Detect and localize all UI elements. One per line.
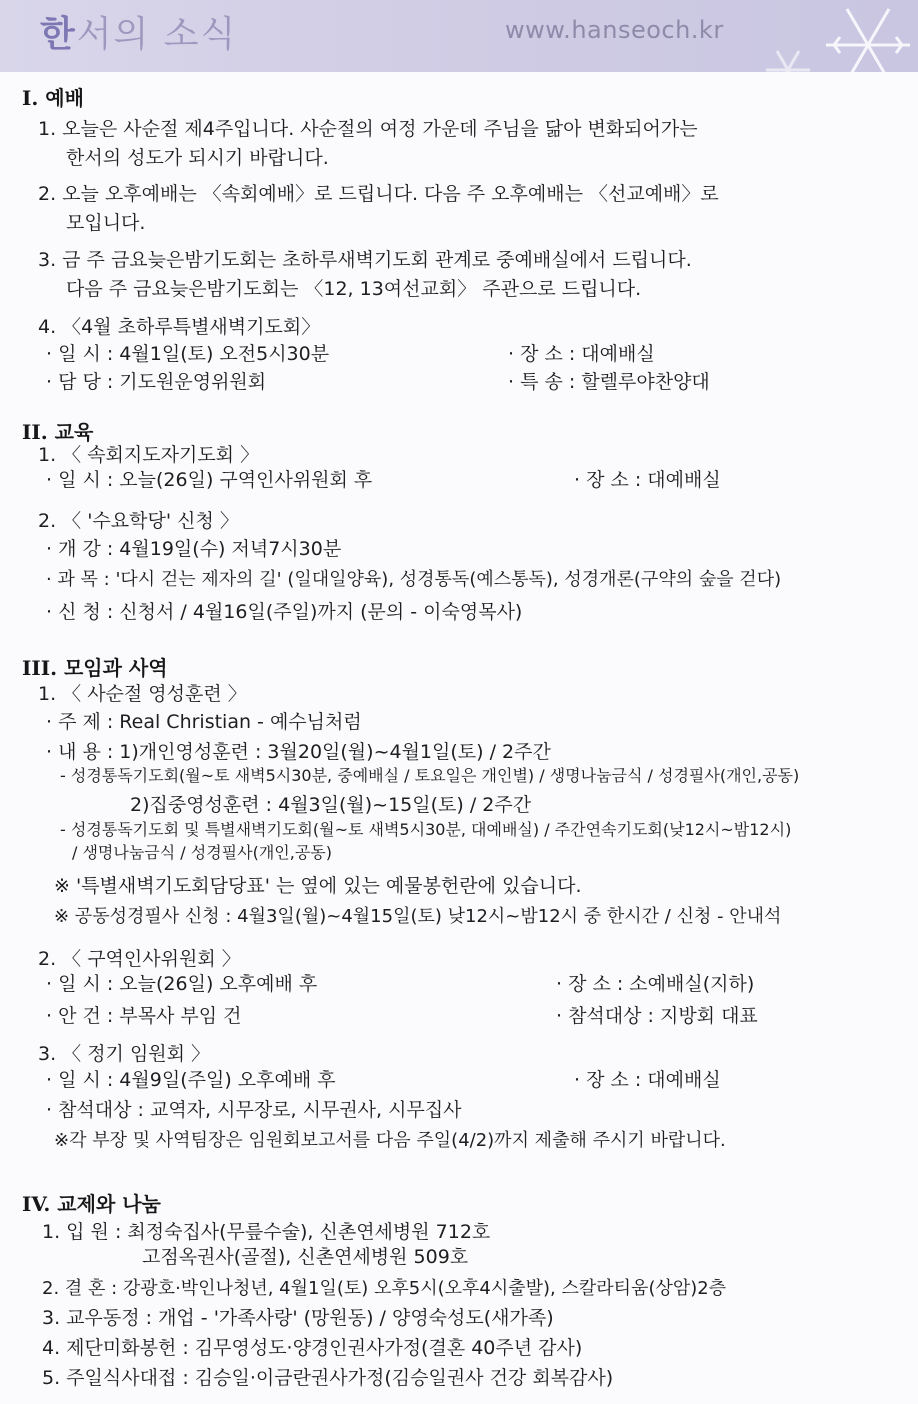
fellowship-sunday-meal: 5. 주일식사대접 : 김승일·이금란권사가정(김승일권사 건강 회복감사) — [42, 1367, 614, 1389]
wednesday-school-subjects: · 과 목 : '다시 걷는 제자의 길' (일대일양육), 성경통독(예스통독), 성경개론(구약의 숲을 걷다) — [46, 569, 782, 590]
section-fellowship-title: IV. 교제와 나눔 — [22, 1192, 161, 1216]
meetings-item-1-title: 1. 〈 사순절 영성훈련 〉 — [38, 683, 247, 705]
education-item-1-title: 1. 〈 속회지도자기도회 〉 — [38, 444, 260, 466]
fellowship-news: 3. 교우동정 : 개업 - '가족사랑' (망원동) / 양영숙성도(새가족) — [42, 1307, 554, 1329]
education-item-2-title: 2. 〈 '수요학당' 신청 〉 — [38, 510, 239, 532]
church-url[interactable]: www.hanseoch.kr — [505, 16, 724, 44]
worship-item-1-line1: 1. 오늘은 사순절 제4주입니다. 사순절의 여정 가운데 주님을 닮아 변화되어가는 — [38, 118, 698, 140]
title-accent: 한 — [40, 13, 77, 55]
section-education-title: II. 교육 — [22, 420, 94, 444]
lent-training-detail-2b: / 생명나눔금식 / 성경필사(개인,공동) — [72, 843, 332, 862]
section-worship-title: I. 예배 — [22, 86, 84, 110]
worship-item-2-line2: 모입니다. — [66, 212, 146, 234]
personnel-committee-attendees: · 참석대상 : 지방회 대표 — [556, 1005, 758, 1027]
fellowship-wedding: 2. 결 혼 : 강광호·박인나청년, 4월1일(토) 오후5시(오후4시출발), 스칼라티움(상암)2층 — [42, 1278, 727, 1299]
worship-item-3-line2: 다음 주 금요늦은밤기도회는 〈12, 13여선교회〉 주관으로 드립니다. — [66, 278, 642, 300]
personnel-committee-place: · 장 소 : 소예배실(지하) — [556, 973, 755, 995]
fellowship-altar-flowers: 4. 제단미화봉헌 : 김무영성도·양경인권사가정(결혼 40주년 감사) — [42, 1337, 583, 1359]
worship-item-2-line1: 2. 오늘 오후예배는 〈속회예배〉로 드립니다. 다음 주 오후예배는 〈선교예배〉로 — [38, 183, 719, 205]
meetings-note-1: ※ '특별새벽기도회담당표' 는 옆에 있는 예물봉헌란에 있습니다. — [54, 875, 582, 897]
worship-item-4-title: 4. 〈4월 초하루특별새벽기도회〉 — [38, 316, 321, 338]
lent-training-content-2: 2)집중영성훈련 : 4월3일(월)~15일(토) / 2주간 — [130, 794, 532, 816]
fellowship-hospital-line2: 고점옥권사(골절), 신촌연세병원 509호 — [142, 1246, 469, 1268]
officers-meeting-note: ※각 부장 및 사역팀장은 임원회보고서를 다음 주일(4/2)까지 제출해 주시기 바랍니다. — [54, 1130, 726, 1151]
worship-item-3-line1: 3. 금 주 금요늦은밤기도회는 초하루새벽기도회 관계로 중예배실에서 드립니다. — [38, 249, 692, 271]
dawn-prayer-charge: · 담 당 : 기도원운영위원회 — [46, 371, 267, 393]
meetings-item-2-title: 2. 〈 구역인사위원회 〉 — [38, 948, 241, 970]
lent-training-theme: · 주 제 : Real Christian - 예수님처럼 — [46, 711, 362, 733]
dawn-prayer-song: · 특 송 : 할렐루야찬양대 — [508, 371, 710, 393]
wednesday-school-apply: · 신 청 : 신청서 / 4월16일(주일)까지 (문의 - 이숙영목사) — [46, 601, 523, 623]
lent-training-detail-1: - 성경통독기도회(월~토 새벽5시30분, 중예배실 / 토요일은 개인별) / 생명나눔금식 / 성경필사(개인,공동) — [60, 766, 800, 785]
wednesday-school-open: · 개 강 : 4월19일(수) 저녁7시30분 — [46, 538, 342, 560]
meetings-item-3-title: 3. 〈 정기 임원회 〉 — [38, 1043, 211, 1065]
officers-meeting-attendees: · 참석대상 : 교역자, 시무장로, 시무권사, 시무집사 — [46, 1099, 462, 1121]
officers-meeting-place: · 장 소 : 대예배실 — [574, 1069, 721, 1091]
leader-prayer-time: · 일 시 : 오늘(26일) 구역인사위원회 후 — [46, 469, 373, 491]
lent-training-detail-2a: - 성경통독기도회 및 특별새벽기도회(월~토 새벽5시30분, 대예배실) / 주간연속기도회(낮12시~밤12시) — [60, 820, 792, 839]
leader-prayer-place: · 장 소 : 대예배실 — [574, 469, 721, 491]
personnel-committee-time: · 일 시 : 오늘(26일) 오후예배 후 — [46, 973, 318, 995]
section-meetings-title: III. 모임과 사역 — [22, 656, 168, 680]
lent-training-content-1: · 내 용 : 1)개인영성훈련 : 3월20일(월)~4월1일(토) / 2주간 — [46, 741, 551, 763]
fellowship-hospital-line1: 1. 입 원 : 최정숙집사(무릎수술), 신촌연세병원 712호 — [42, 1221, 491, 1243]
dawn-prayer-place: · 장 소 : 대예배실 — [508, 343, 655, 365]
dawn-prayer-time: · 일 시 : 4월1일(토) 오전5시30분 — [46, 343, 330, 365]
worship-item-1-line2: 한서의 성도가 되시기 바랍니다. — [66, 147, 329, 169]
personnel-committee-agenda: · 안 건 : 부목사 부임 건 — [46, 1005, 242, 1027]
officers-meeting-time: · 일 시 : 4월9일(주일) 오후예배 후 — [46, 1069, 336, 1091]
title-rest: 서의 소식 — [76, 14, 238, 55]
meetings-note-2: ※ 공동성경필사 신청 : 4월3일(월)~4월15일(토) 낮12시~밤12시 중 한시간 / 신청 - 안내석 — [54, 906, 782, 927]
